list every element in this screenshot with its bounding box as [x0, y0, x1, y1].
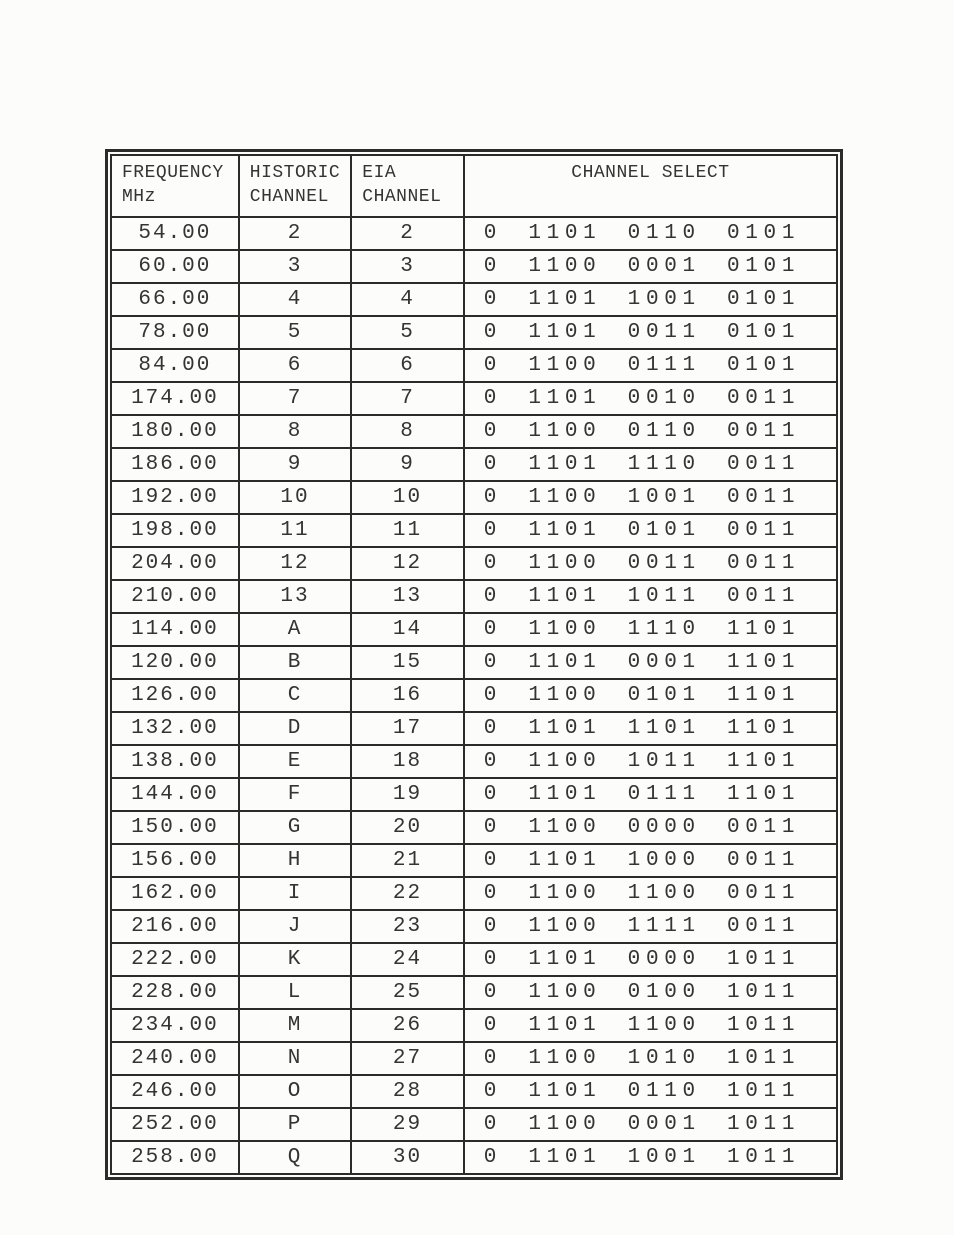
bit-group: 0 — [483, 387, 503, 410]
frequency-cell: 222.00 — [111, 943, 239, 976]
bit-group: 0011 — [727, 453, 801, 476]
bit-group: 1011 — [727, 948, 801, 971]
eia-channel-cell: 20 — [351, 811, 464, 844]
frequency-cell: 150.00 — [111, 811, 239, 844]
bit-group: 1101 — [528, 222, 602, 245]
eia-channel-cell: 26 — [351, 1009, 464, 1042]
historic-channel-cell: P — [239, 1108, 352, 1141]
bit-group: 0111 — [627, 783, 701, 806]
header-eia-channel — [351, 155, 464, 217]
eia-channel-cell: 13 — [351, 580, 464, 613]
bit-group: 0101 — [627, 519, 701, 542]
channel-select-cell — [464, 877, 837, 910]
eia-channel-cell: 16 — [351, 679, 464, 712]
bit-group: 0011 — [727, 387, 801, 410]
bit-group: 1011 — [727, 1146, 801, 1169]
bit-group: 1111 — [627, 915, 701, 938]
table-row — [111, 547, 837, 580]
table-row — [111, 1075, 837, 1108]
channel-select-cell — [464, 679, 837, 712]
table-row — [111, 316, 837, 349]
eia-channel-cell: 8 — [351, 415, 464, 448]
channel-select-cell — [464, 778, 837, 811]
bit-group: 0 — [483, 882, 503, 905]
eia-channel-cell: 22 — [351, 877, 464, 910]
bit-group: 0 — [483, 255, 503, 278]
bit-group: 1011 — [727, 1080, 801, 1103]
frequency-cell: 246.00 — [111, 1075, 239, 1108]
bit-group: 0 — [483, 684, 503, 707]
historic-channel-cell: 13 — [239, 580, 352, 613]
bit-group: 0011 — [627, 552, 701, 575]
bit-group: 1011 — [727, 1014, 801, 1037]
eia-channel-cell: 17 — [351, 712, 464, 745]
table-row — [111, 349, 837, 382]
frequency-cell: 210.00 — [111, 580, 239, 613]
frequency-cell: 198.00 — [111, 514, 239, 547]
bit-group: 1100 — [627, 1014, 701, 1037]
header-frequency-line2: MHz — [122, 187, 156, 207]
frequency-cell: 192.00 — [111, 481, 239, 514]
frequency-cell: 120.00 — [111, 646, 239, 679]
historic-channel-cell: C — [239, 679, 352, 712]
bit-group: 0 — [483, 486, 503, 509]
table-row — [111, 1009, 837, 1042]
eia-channel-cell: 29 — [351, 1108, 464, 1141]
historic-channel-cell: B — [239, 646, 352, 679]
header-eia-line2: CHANNEL — [362, 187, 442, 207]
historic-channel-cell: F — [239, 778, 352, 811]
channel-select-cell — [464, 811, 837, 844]
bit-group: 1101 — [528, 321, 602, 344]
channel-select-cell — [464, 712, 837, 745]
eia-channel-cell: 5 — [351, 316, 464, 349]
historic-channel-cell: 11 — [239, 514, 352, 547]
bit-group: 0 — [483, 783, 503, 806]
bit-group: 0001 — [627, 1113, 701, 1136]
bit-group: 0101 — [727, 288, 801, 311]
frequency-cell: 126.00 — [111, 679, 239, 712]
bit-group: 0 — [483, 288, 503, 311]
bit-group: 0 — [483, 948, 503, 971]
table-row — [111, 877, 837, 910]
table-row — [111, 448, 837, 481]
bit-group: 0 — [483, 849, 503, 872]
bit-group: 1101 — [727, 618, 801, 641]
bit-group: 1100 — [528, 750, 602, 773]
eia-channel-cell: 23 — [351, 910, 464, 943]
channel-select-table — [110, 154, 838, 1175]
eia-channel-cell: 27 — [351, 1042, 464, 1075]
bit-group: 0011 — [727, 486, 801, 509]
bit-group: 1100 — [528, 618, 602, 641]
bit-group: 0 — [483, 1113, 503, 1136]
bit-group: 0 — [483, 222, 503, 245]
table-row — [111, 646, 837, 679]
bit-group: 0 — [483, 321, 503, 344]
historic-channel-cell: 4 — [239, 283, 352, 316]
bit-group: 0001 — [627, 651, 701, 674]
historic-channel-cell: D — [239, 712, 352, 745]
frequency-cell: 156.00 — [111, 844, 239, 877]
bit-group: 0111 — [627, 354, 701, 377]
bit-group: 0 — [483, 1080, 503, 1103]
bit-group: 1001 — [627, 288, 701, 311]
bit-group: 1100 — [528, 882, 602, 905]
channel-select-cell — [464, 745, 837, 778]
bit-group: 1101 — [627, 717, 701, 740]
historic-channel-cell: 2 — [239, 217, 352, 250]
frequency-cell: 114.00 — [111, 613, 239, 646]
bit-group: 0100 — [627, 981, 701, 1004]
channel-select-cell — [464, 844, 837, 877]
header-frequency — [111, 155, 239, 217]
table-row — [111, 1108, 837, 1141]
bit-group: 1011 — [627, 750, 701, 773]
bit-group: 0101 — [727, 354, 801, 377]
table-row — [111, 250, 837, 283]
eia-channel-cell: 21 — [351, 844, 464, 877]
bit-group: 0 — [483, 750, 503, 773]
channel-select-cell — [464, 1042, 837, 1075]
bit-group: 0 — [483, 717, 503, 740]
table-row — [111, 778, 837, 811]
bit-group: 1100 — [528, 354, 602, 377]
frequency-cell: 234.00 — [111, 1009, 239, 1042]
bit-group: 1110 — [627, 618, 701, 641]
bit-group: 1100 — [528, 255, 602, 278]
bit-group: 1101 — [528, 651, 602, 674]
channel-select-cell — [464, 448, 837, 481]
bit-group: 0 — [483, 816, 503, 839]
bit-group: 1101 — [528, 288, 602, 311]
bit-group: 0011 — [627, 321, 701, 344]
bit-group: 1011 — [727, 981, 801, 1004]
table-row — [111, 580, 837, 613]
historic-channel-cell: K — [239, 943, 352, 976]
channel-select-cell — [464, 1075, 837, 1108]
table-row — [111, 1141, 837, 1174]
eia-channel-cell: 14 — [351, 613, 464, 646]
header-frequency-line1: FREQUENCY — [122, 163, 224, 183]
bit-group: 0 — [483, 1047, 503, 1070]
channel-table-frame — [105, 149, 843, 1180]
eia-channel-cell: 2 — [351, 217, 464, 250]
channel-select-cell — [464, 1141, 837, 1174]
channel-select-cell — [464, 481, 837, 514]
eia-channel-cell: 30 — [351, 1141, 464, 1174]
bit-group: 0 — [483, 1014, 503, 1037]
historic-channel-cell: 9 — [239, 448, 352, 481]
eia-channel-cell: 15 — [351, 646, 464, 679]
bit-group: 0101 — [727, 321, 801, 344]
historic-channel-cell: A — [239, 613, 352, 646]
channel-select-cell — [464, 382, 837, 415]
channel-select-cell — [464, 514, 837, 547]
bit-group: 1101 — [528, 387, 602, 410]
bit-group: 1100 — [528, 684, 602, 707]
eia-channel-cell: 24 — [351, 943, 464, 976]
bit-group: 0011 — [727, 585, 801, 608]
bit-group: 1101 — [528, 783, 602, 806]
bit-group: 0101 — [727, 255, 801, 278]
table-row — [111, 943, 837, 976]
bit-group: 0110 — [627, 222, 701, 245]
frequency-cell: 84.00 — [111, 349, 239, 382]
header-eia-line1: EIA — [362, 163, 397, 183]
historic-channel-cell: 3 — [239, 250, 352, 283]
historic-channel-cell: L — [239, 976, 352, 1009]
header-historic-line1: HISTORIC — [249, 163, 341, 183]
table-row — [111, 283, 837, 316]
historic-channel-cell: O — [239, 1075, 352, 1108]
bit-group: 0 — [483, 618, 503, 641]
frequency-cell: 228.00 — [111, 976, 239, 1009]
table-row — [111, 976, 837, 1009]
bit-group: 1101 — [528, 717, 602, 740]
frequency-cell: 216.00 — [111, 910, 239, 943]
table-row — [111, 844, 837, 877]
bit-group: 0 — [483, 981, 503, 1004]
bit-group: 1100 — [627, 882, 701, 905]
frequency-cell: 258.00 — [111, 1141, 239, 1174]
bit-group: 1011 — [627, 585, 701, 608]
historic-channel-cell: N — [239, 1042, 352, 1075]
bit-group: 1100 — [528, 552, 602, 575]
bit-group: 0011 — [727, 552, 801, 575]
bit-group: 0 — [483, 519, 503, 542]
header-historic-line2: CHANNEL — [249, 187, 329, 207]
table-row — [111, 679, 837, 712]
bit-group: 1010 — [627, 1047, 701, 1070]
bit-group: 0001 — [627, 255, 701, 278]
channel-select-cell — [464, 547, 837, 580]
table-row — [111, 415, 837, 448]
bit-group: 1100 — [528, 981, 602, 1004]
header-channel-select — [464, 155, 837, 217]
eia-channel-cell: 19 — [351, 778, 464, 811]
eia-channel-cell: 28 — [351, 1075, 464, 1108]
table-row — [111, 613, 837, 646]
historic-channel-cell: 12 — [239, 547, 352, 580]
table-row — [111, 1042, 837, 1075]
bit-group: 1000 — [627, 849, 701, 872]
historic-channel-cell: Q — [239, 1141, 352, 1174]
channel-select-cell — [464, 217, 837, 250]
frequency-cell: 186.00 — [111, 448, 239, 481]
bit-group: 1100 — [528, 1047, 602, 1070]
eia-channel-cell: 25 — [351, 976, 464, 1009]
bit-group: 1101 — [727, 684, 801, 707]
channel-select-cell — [464, 580, 837, 613]
historic-channel-cell: E — [239, 745, 352, 778]
frequency-cell: 78.00 — [111, 316, 239, 349]
bit-group: 0011 — [727, 849, 801, 872]
table-row — [111, 382, 837, 415]
table-row — [111, 217, 837, 250]
eia-channel-cell: 3 — [351, 250, 464, 283]
frequency-cell: 66.00 — [111, 283, 239, 316]
frequency-cell: 174.00 — [111, 382, 239, 415]
frequency-cell: 54.00 — [111, 217, 239, 250]
bit-group: 1001 — [627, 486, 701, 509]
historic-channel-cell: M — [239, 1009, 352, 1042]
frequency-cell: 180.00 — [111, 415, 239, 448]
bit-group: 1101 — [528, 1080, 602, 1103]
channel-select-cell — [464, 910, 837, 943]
channel-select-cell — [464, 415, 837, 448]
eia-channel-cell: 6 — [351, 349, 464, 382]
bit-group: 1101 — [727, 783, 801, 806]
eia-channel-cell: 11 — [351, 514, 464, 547]
bit-group: 0 — [483, 1146, 503, 1169]
bit-group: 1100 — [528, 1113, 602, 1136]
table-row — [111, 910, 837, 943]
historic-channel-cell: H — [239, 844, 352, 877]
bit-group: 1100 — [528, 420, 602, 443]
historic-channel-cell: 5 — [239, 316, 352, 349]
eia-channel-cell: 12 — [351, 547, 464, 580]
bit-group: 0 — [483, 651, 503, 674]
channel-select-cell — [464, 283, 837, 316]
bit-group: 0010 — [627, 387, 701, 410]
frequency-cell: 138.00 — [111, 745, 239, 778]
header-channel-select-line1: CHANNEL SELECT — [571, 163, 730, 183]
channel-select-cell — [464, 976, 837, 1009]
historic-channel-cell: I — [239, 877, 352, 910]
channel-select-cell — [464, 316, 837, 349]
bit-group: 0011 — [727, 519, 801, 542]
channel-select-cell — [464, 1108, 837, 1141]
bit-group: 1101 — [528, 585, 602, 608]
bit-group: 0 — [483, 585, 503, 608]
bit-group: 0000 — [627, 948, 701, 971]
bit-group: 1101 — [528, 1146, 602, 1169]
bit-group: 1100 — [528, 816, 602, 839]
bit-group: 1011 — [727, 1113, 801, 1136]
bit-group: 0110 — [627, 420, 701, 443]
channel-select-cell — [464, 1009, 837, 1042]
bit-group: 0011 — [727, 420, 801, 443]
eia-channel-cell: 7 — [351, 382, 464, 415]
frequency-cell: 162.00 — [111, 877, 239, 910]
historic-channel-cell: 10 — [239, 481, 352, 514]
historic-channel-cell: G — [239, 811, 352, 844]
bit-group: 1101 — [727, 750, 801, 773]
bit-group: 1101 — [528, 948, 602, 971]
frequency-cell: 132.00 — [111, 712, 239, 745]
historic-channel-cell: 8 — [239, 415, 352, 448]
frequency-cell: 204.00 — [111, 547, 239, 580]
bit-group: 0 — [483, 552, 503, 575]
bit-group: 1101 — [528, 849, 602, 872]
bit-group: 0011 — [727, 915, 801, 938]
bit-group: 0110 — [627, 1080, 701, 1103]
bit-group: 1101 — [528, 1014, 602, 1037]
bit-group: 0101 — [627, 684, 701, 707]
header-historic-channel — [239, 155, 352, 217]
bit-group: 1011 — [727, 1047, 801, 1070]
eia-channel-cell: 18 — [351, 745, 464, 778]
table-header — [111, 155, 837, 217]
table-row — [111, 481, 837, 514]
eia-channel-cell: 10 — [351, 481, 464, 514]
channel-select-cell — [464, 613, 837, 646]
bit-group: 1101 — [727, 717, 801, 740]
historic-channel-cell: 7 — [239, 382, 352, 415]
bit-group: 0 — [483, 420, 503, 443]
bit-group: 0011 — [727, 816, 801, 839]
table-row — [111, 811, 837, 844]
channel-select-cell — [464, 646, 837, 679]
table-row — [111, 514, 837, 547]
bit-group: 1001 — [627, 1146, 701, 1169]
bit-group: 1100 — [528, 486, 602, 509]
bit-group: 0 — [483, 915, 503, 938]
bit-group: 1101 — [528, 453, 602, 476]
frequency-cell: 60.00 — [111, 250, 239, 283]
table-row — [111, 712, 837, 745]
table-row — [111, 745, 837, 778]
bit-group: 0 — [483, 354, 503, 377]
bit-group: 1100 — [528, 915, 602, 938]
channel-select-cell — [464, 250, 837, 283]
header-row — [111, 155, 837, 217]
channel-select-cell — [464, 943, 837, 976]
bit-group: 0 — [483, 453, 503, 476]
bit-group: 0011 — [727, 882, 801, 905]
frequency-cell: 144.00 — [111, 778, 239, 811]
eia-channel-cell: 4 — [351, 283, 464, 316]
bit-group: 1101 — [727, 651, 801, 674]
eia-channel-cell: 9 — [351, 448, 464, 481]
frequency-cell: 252.00 — [111, 1108, 239, 1141]
historic-channel-cell: 6 — [239, 349, 352, 382]
bit-group: 1101 — [528, 519, 602, 542]
bit-group: 0101 — [727, 222, 801, 245]
frequency-cell: 240.00 — [111, 1042, 239, 1075]
channel-select-cell — [464, 349, 837, 382]
bit-group: 1110 — [627, 453, 701, 476]
bit-group: 0000 — [627, 816, 701, 839]
table-body — [111, 217, 837, 1174]
historic-channel-cell: J — [239, 910, 352, 943]
